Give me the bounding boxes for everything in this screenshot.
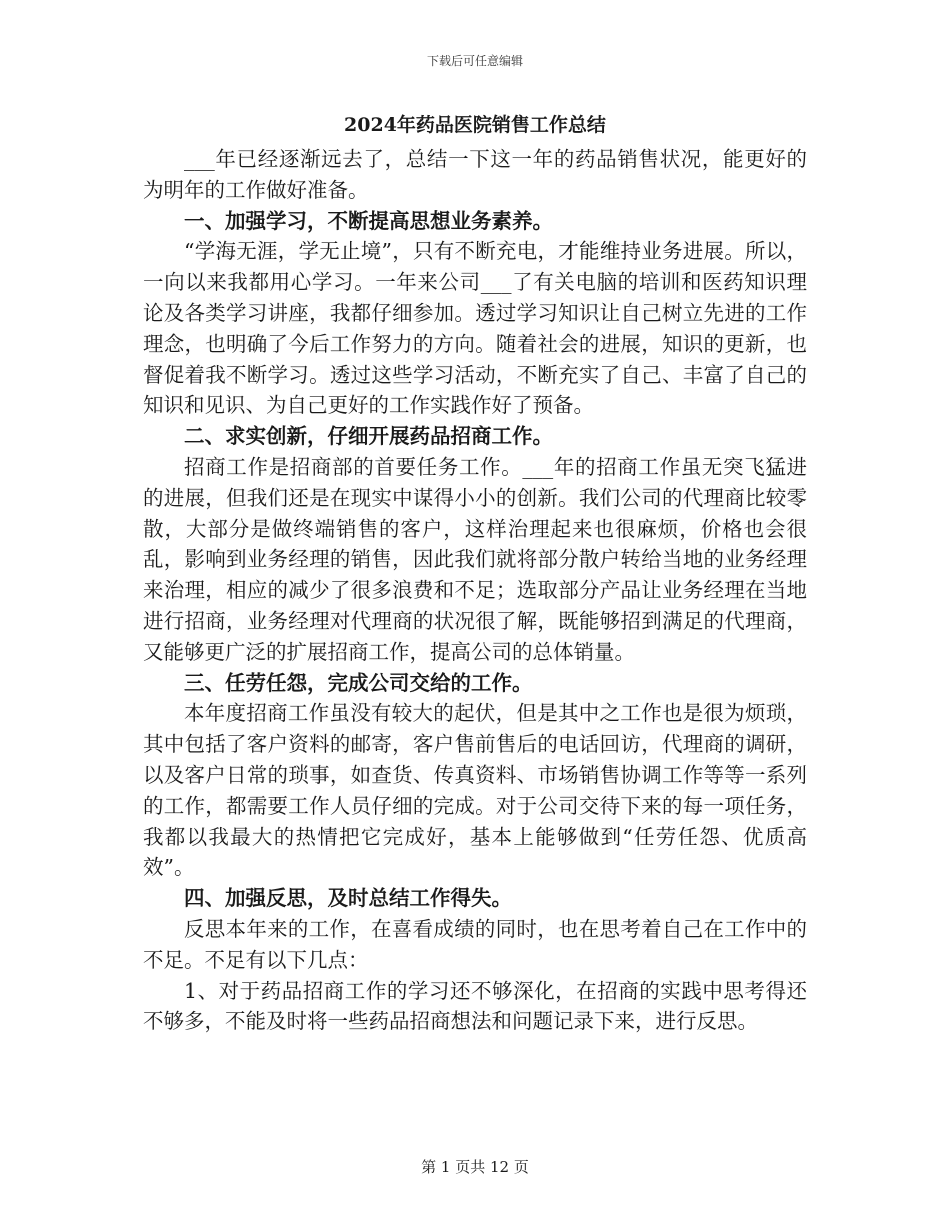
section-heading-2: 二、求实创新，仔细开展药品招商工作。 bbox=[184, 424, 553, 449]
paragraph-intro: ___年已经逐渐远去了，总结一下这一年的药品销售状况，能更好的为明年的工作做好准备。 bbox=[143, 147, 807, 202]
paragraph-list-item-1: 1、对于药品招商工作的学习还不够深化，在招商的实践中思考得还不够多，不能及时将一些药品招商想法和问题记录下来，进行反思。 bbox=[143, 978, 807, 1034]
paragraph-section-1: “学海无涯，学无止境”，只有不断充电，才能维持业务进展。所以，一向以来我都用心学习。一年来公司___了有关电脑的培训和医药知识理论及各类学习讲座，我都仔细参加。透过学习知识让自己树立先进的工作理念，也明确了今后工作努力的方向。随着社会的进展，知识的更新，也督促着我不断学习。透过这些学习活动，不断充实了自己、丰富了自己的知识和见识、为自己更好的工作实践作好了预备。 bbox=[143, 239, 807, 418]
section-heading-3: 三、任劳任怨，完成公司交给的工作。 bbox=[184, 670, 533, 695]
document-title: 2024年药品医院销售工作总结 bbox=[344, 114, 606, 136]
section-heading-1: 一、加强学习，不断提高思想业务素养。 bbox=[184, 208, 553, 233]
section-heading-4: 四、加强反思，及时总结工作得失。 bbox=[184, 886, 512, 911]
paragraph-section-3: 本年度招商工作虽没有较大的起伏，但是其中之工作也是很为烦琐，其中包括了客户资料的邮寄，客户售前售后的电话回访，代理商的调研，以及客户日常的琐事，如查货、传真资料、市场销售协调工作等等一系列的工作，都需要工作人员仔细的完成。对于公司交待下来的每一项任务，我都以我最大的热情把它完成好，基本上能够做到“任劳任怨、优质高效”。 bbox=[143, 701, 807, 880]
page-number-footer: 第 1 页共 12 页 bbox=[421, 1158, 529, 1176]
page-header-note: 下载后可任意编辑 bbox=[426, 54, 523, 68]
document-body bbox=[143, 106, 807, 1037]
paragraph-section-4: 反思本年来的工作，在喜看成绩的同时，也在思考着自己在工作中的不足。不足有以下几点： bbox=[143, 916, 807, 972]
paragraph-section-2: 招商工作是招商部的首要任务工作。___年的招商工作虽无突飞猛进的进展，但我们还是在现实中谋得小小的创新。我们公司的代理商比较零散，大部分是做终端销售的客户，这样治理起来也很麻烦，价格也会很乱，影响到业务经理的销售，因此我们就将部分散户转给当地的业务经理来治理，相应的减少了很多浪费和不足；选取部分产品让业务经理在当地进行招商，业务经理对代理商的状况很了解，既能够招到满足的代理商，又能够更广泛的扩展招商工作，提高公司的总体销量。 bbox=[143, 454, 807, 664]
